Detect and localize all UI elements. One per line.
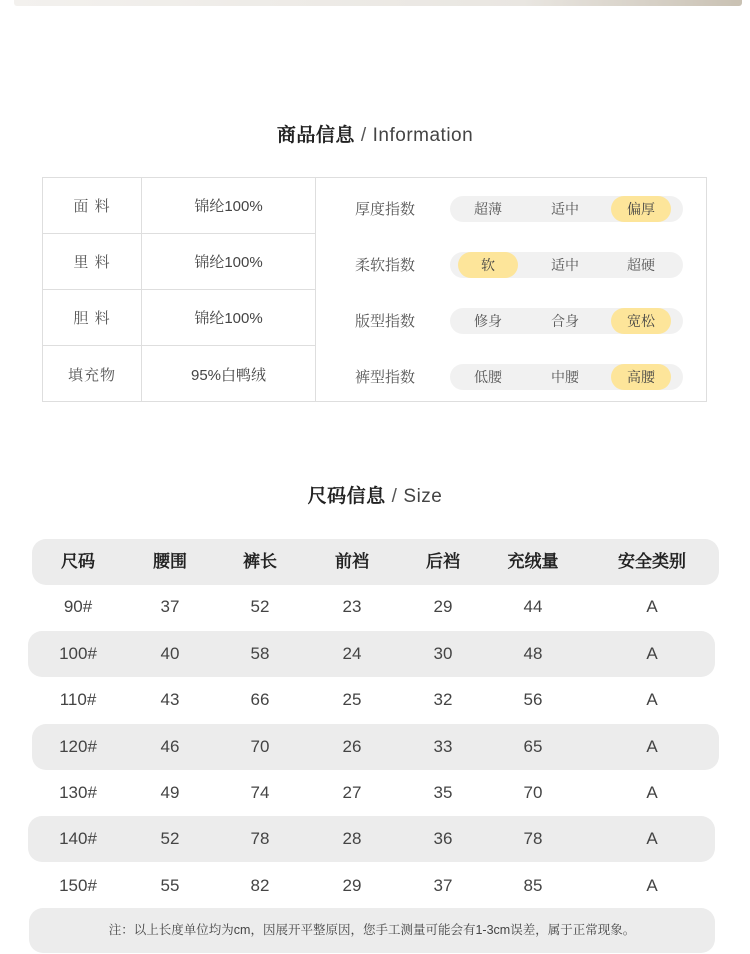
index-option: 低腰	[474, 369, 502, 385]
table-cell: 37	[160, 597, 180, 616]
measurement-note: 注：以上长度单位均为cm，因展开平整原因，您手工测量可能会有1-3cm误差，属于正常现象。	[29, 908, 715, 953]
index-option: 修身	[474, 313, 502, 329]
index-row-fit	[315, 292, 707, 348]
table-cell: 27	[342, 783, 362, 802]
index-option: 超薄	[474, 201, 502, 217]
index-label: 裤型指数	[354, 368, 415, 386]
column-header: 裤长	[243, 552, 277, 571]
table-row	[28, 631, 715, 677]
table-cell: 46	[160, 737, 180, 756]
index-label: 柔软指数	[354, 256, 415, 274]
index-option: 适中	[551, 201, 579, 217]
size-title-en: Size	[403, 486, 443, 507]
table-cell: 65	[523, 737, 543, 756]
index-option-selected: 高腰	[611, 364, 671, 390]
table-cell: 130#	[59, 783, 97, 802]
table-cell: 66	[250, 690, 270, 709]
column-header: 安全类别	[618, 552, 686, 571]
index-option: 中腰	[551, 369, 579, 385]
product-info-box	[42, 177, 707, 402]
material-list	[43, 178, 316, 401]
table-cell: 70	[523, 783, 543, 802]
table-row	[32, 677, 719, 723]
material-value: 95%白鸭绒	[190, 366, 267, 384]
table-cell: 49	[160, 783, 180, 802]
table-cell: A	[646, 829, 658, 848]
size-section-title	[0, 481, 750, 508]
table-cell: 48	[523, 644, 543, 663]
material-value: 锦纶100%	[194, 310, 263, 327]
table-cell: A	[646, 690, 658, 709]
table-cell: 52	[250, 597, 270, 616]
table-cell: 28	[342, 829, 362, 848]
column-header: 后裆	[426, 552, 460, 571]
info-title-cn: 商品信息	[276, 125, 355, 146]
table-cell: 32	[433, 690, 453, 709]
table-cell: 150#	[59, 876, 97, 895]
material-row	[43, 346, 315, 402]
table-cell: 55	[160, 876, 180, 895]
table-cell: 37	[433, 876, 453, 895]
table-cell: 36	[433, 829, 453, 848]
table-cell: 30	[433, 644, 453, 663]
table-cell: 85	[523, 876, 543, 895]
table-cell: A	[646, 597, 658, 616]
material-label: 面 料	[43, 178, 142, 233]
index-row-thickness	[315, 180, 707, 236]
table-cell: 25	[342, 690, 362, 709]
table-cell: 29	[342, 876, 362, 895]
material-value: 锦纶100%	[194, 254, 263, 271]
table-row	[32, 724, 719, 770]
index-row-softness	[315, 236, 707, 292]
table-cell: A	[646, 737, 658, 756]
table-cell: 26	[342, 737, 362, 756]
table-cell: A	[646, 876, 658, 895]
index-option-selected: 软	[458, 252, 518, 278]
table-cell: 23	[342, 597, 362, 616]
index-option-selected: 偏厚	[611, 196, 671, 222]
index-row-waist	[315, 348, 707, 404]
index-option: 超硬	[627, 257, 655, 273]
table-cell: 90#	[63, 597, 93, 616]
table-cell: 82	[250, 876, 270, 895]
table-cell: 74	[250, 783, 270, 802]
material-label: 里 料	[43, 234, 142, 289]
table-cell: 44	[523, 597, 543, 616]
table-cell: A	[646, 783, 658, 802]
top-banner-strip	[14, 0, 742, 6]
material-row	[43, 178, 315, 234]
table-cell: 40	[160, 644, 180, 663]
table-cell: 33	[433, 737, 453, 756]
table-cell: 35	[433, 783, 453, 802]
material-label: 填充物	[43, 346, 142, 402]
table-cell: 56	[523, 690, 543, 709]
table-cell: A	[646, 644, 658, 663]
column-header: 腰围	[153, 552, 187, 571]
index-scale	[450, 196, 683, 222]
table-header-row	[32, 539, 719, 585]
table-row	[32, 770, 719, 816]
table-cell: 120#	[59, 737, 97, 756]
table-cell: 24	[342, 644, 362, 663]
material-row	[43, 234, 315, 290]
material-row	[43, 290, 315, 346]
index-option: 合身	[551, 313, 579, 329]
column-header: 前裆	[335, 552, 369, 571]
table-cell: 140#	[59, 829, 97, 848]
table-cell: 70	[250, 737, 270, 756]
size-title-separator: /	[391, 486, 398, 507]
index-scale	[450, 364, 683, 390]
table-row	[28, 816, 715, 862]
index-scale	[450, 252, 683, 278]
table-row	[32, 584, 719, 630]
material-value: 锦纶100%	[194, 198, 263, 215]
material-label: 胆 料	[43, 290, 142, 345]
table-cell: 100#	[59, 644, 97, 663]
table-cell: 110#	[59, 690, 97, 709]
index-label: 厚度指数	[354, 200, 415, 218]
info-title-en: Information	[372, 125, 474, 146]
table-cell: 78	[250, 829, 270, 848]
size-title-cn: 尺码信息	[307, 486, 386, 507]
index-option: 适中	[551, 257, 579, 273]
table-cell: 52	[160, 829, 180, 848]
column-header: 充绒量	[507, 552, 559, 571]
table-cell: 78	[523, 829, 543, 848]
table-row	[32, 863, 719, 909]
index-label: 版型指数	[354, 312, 415, 330]
info-section-title	[0, 120, 750, 147]
table-cell: 43	[160, 690, 180, 709]
index-option-selected: 宽松	[611, 308, 671, 334]
index-scale	[450, 308, 683, 334]
table-cell: 58	[250, 644, 270, 663]
info-title-separator: /	[360, 125, 367, 146]
column-header: 尺码	[61, 552, 95, 571]
table-cell: 29	[433, 597, 453, 616]
